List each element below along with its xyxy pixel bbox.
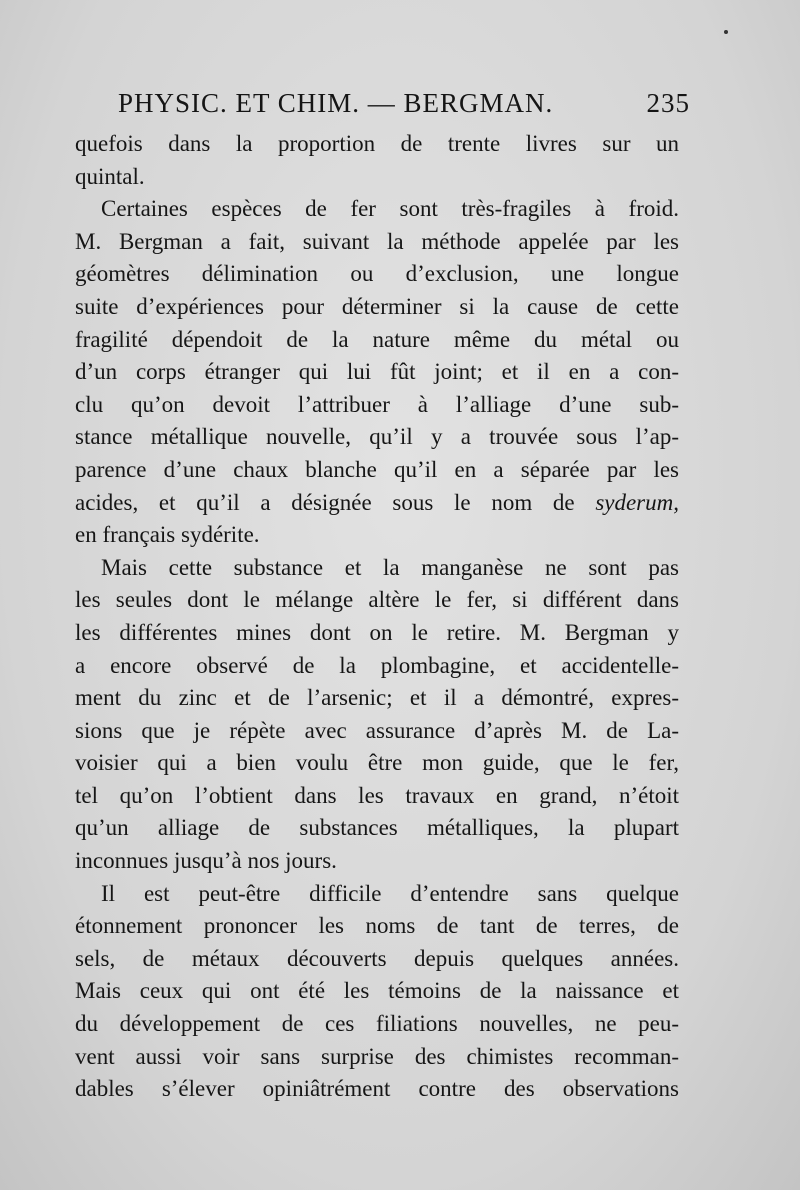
text-line: fragilité dépendoit de la nature même du métal ou — [75, 326, 679, 352]
page-header — [118, 88, 690, 128]
text-line: Certaines espèces de fer sont très-fragiles à froid. — [101, 196, 679, 222]
text-line: Mais ceux qui ont été les témoins de la naissance et — [75, 978, 679, 1004]
text-line: du développement de ces filiations nouvelles, ne peu- — [75, 1011, 679, 1037]
text-line: en français sydérite. — [75, 522, 260, 548]
body-text — [75, 128, 679, 1106]
text-line: voisier qui a bien voulu être mon guide, que le fer, — [75, 750, 679, 776]
text-line: qu’un alliage de substances métalliques, la plupart — [75, 815, 679, 841]
paragraph — [75, 128, 679, 193]
paragraph — [75, 552, 679, 878]
ink-speck — [724, 30, 728, 34]
text-line: quefois dans la proportion de trente livres sur un — [75, 131, 679, 156]
text-line: dables s’élever opiniâtrément contre des observations — [75, 1076, 679, 1102]
text-line: sions que je répète avec assurance d’après M. de La- — [75, 717, 679, 743]
text-line: les différentes mines dont on le retire. M. Bergman y — [75, 619, 679, 645]
text-line: a encore observé de la plombagine, et accidentelle- — [75, 652, 679, 678]
text-line: Mais cette substance et la manganèse ne sont pas — [101, 554, 679, 580]
text-line: vent aussi voir sans surprise des chimistes recomman- — [75, 1043, 679, 1069]
italic-term: syderum, — [595, 489, 679, 515]
paragraph — [75, 193, 679, 552]
page-number: 235 — [646, 88, 690, 118]
text-line: Il est peut-être difficile d’entendre sans quelque — [101, 880, 679, 906]
text-line: stance métallique nouvelle, qu’il y a trouvée sous l’ap- — [75, 424, 679, 450]
text-segment: acides, et qu’il a désignée sous le nom de — [75, 489, 596, 515]
text-line: les seules dont le mélange altère le fer, si différent dans — [75, 587, 679, 613]
text-line: inconnues jusqu’à nos jours. — [75, 848, 337, 874]
text-line: suite d’expériences pour déterminer si la cause de cette — [75, 293, 679, 319]
text-line: quintal. — [75, 163, 145, 189]
paragraph — [75, 878, 679, 1106]
text-line: sels, de métaux découverts depuis quelques années. — [75, 945, 679, 971]
text-line: M. Bergman a fait, suivant la méthode appelée par les — [75, 228, 679, 254]
text-line: géomètres délimination ou d’exclusion, une longue — [75, 261, 679, 287]
text-line: étonnement prononcer les noms de tant de terres, de — [75, 913, 679, 939]
text-line: parence d’une chaux blanche qu’il en a séparée par les — [75, 456, 679, 482]
text-line: tel qu’on l’obtient dans les travaux en grand, n’étoit — [75, 782, 679, 808]
running-head: PHYSIC. ET CHIM. — BERGMAN. — [118, 88, 554, 118]
text-line: clu qu’on devoit l’attribuer à l’alliage d’une sub- — [75, 391, 679, 417]
text-line-with-italic — [75, 487, 679, 520]
text-line: ment du zinc et de l’arsenic; et il a démontré, expres- — [75, 685, 679, 711]
text-line: d’un corps étranger qui lui fût joint; et il en a con- — [75, 359, 679, 385]
